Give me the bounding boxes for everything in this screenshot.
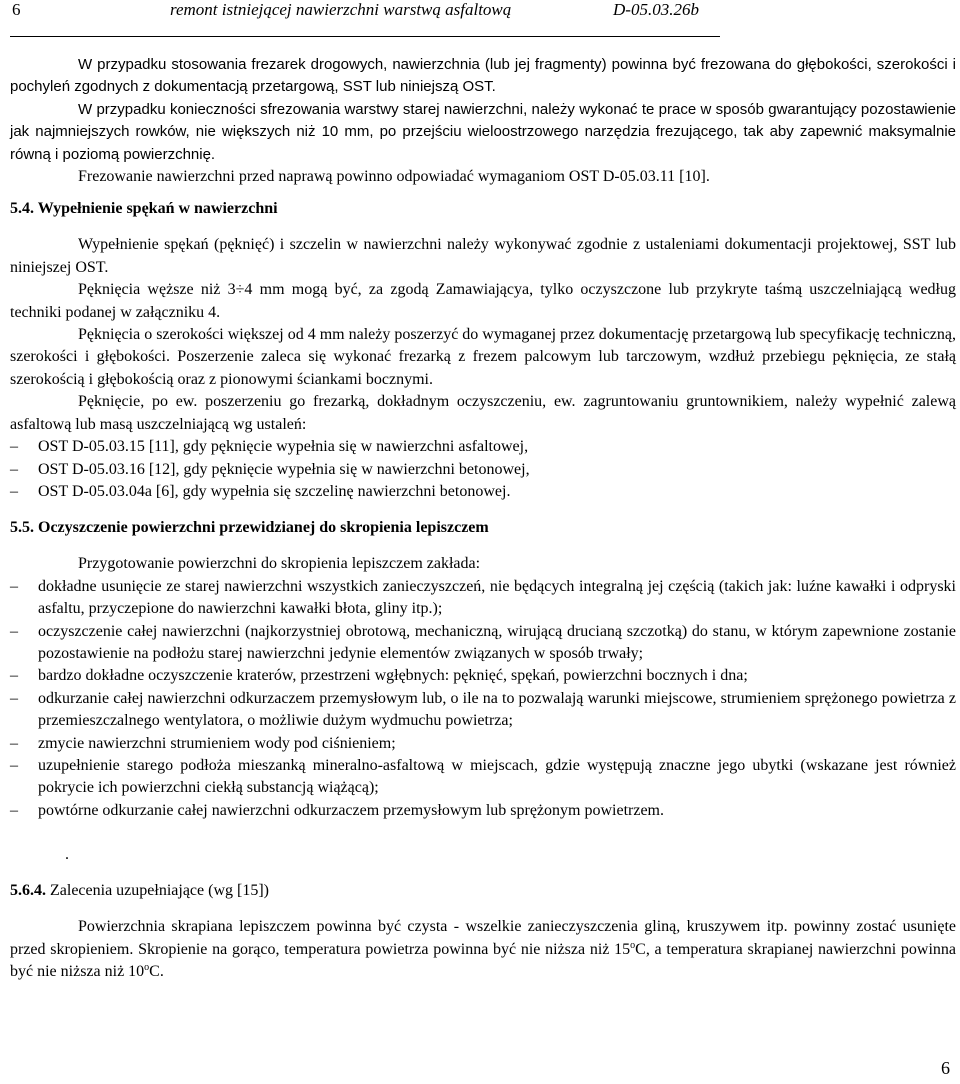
dash-marker: – [10,482,18,500]
section-5-6-4-number: 5.6.4. [10,882,46,900]
section-5-4-paragraph-2: Pęknięcia węższe niż 3÷4 mm mogą być, za zgodą Zamawiającya, tylko oczyszczone lub przykryte taśmą uszczelniającą według techniki podanej w załączniku 4. [10,281,956,321]
list-item: – oczyszczenie całej nawierzchni (najkorzystniej obrotową, mechaniczną, wirującą drucianą szczotką) do stanu, w którym zapewnione zostanie pozostawienie na podłożu starej nawierzchni jedynie elementów związanych w sposób trwały; [10,622,956,662]
list-item: – OST D-05.03.04a [6], gdy wypełnia się szczelinę nawierzchni betonowej. [10,481,956,503]
section-5-6-4-paragraph: Powierzchnia skrapiana lepiszczem powinna być czysta - wszelkie zanieczyszczenia gliną, kruszywem itp. powinny zostać usunięte przed skropieniem. Skropienie na gorąco, temperatura powietrza powinna być nie niższa niż 15$^o$C, a temperatura skrapianej nawierzchni powinna być nie niższa niż 10$^o$C. [10,918,957,980]
section-5-5-paragraph-1: Przygotowanie powierzchni do skropienia lepiszczem zakłada: [78,555,481,573]
intro-paragraph-1: W przypadku stosowania frezarek drogowych, nawierzchnia (lub jej fragmenty) powinna być frezowana do głębokości, szerokości i pochyleń zgodnych z dokumentacją przetargową, SST lub niniejszą OST. [10,56,956,96]
section-5-4-paragraph-3: Pęknięcia o szerokości większej od 4 mm należy poszerzyć do wymaganej przez dokumentację przetargową lub specyfikację techniczną, szerokości i głębokości. Poszerzenie zaleca się wykonać frezarką z frezem palcowym lub tarczowym, wzdłuż przebiegu pęknięcia, ze stałą szerokością i głębokością oraz z pionowymi ściankami bocznymi. [10,326,956,388]
section-5-4-list [10,436,956,503]
temperature-value-1: 15 [614,940,631,958]
section-5-4-paragraph-4: Pęknięcie, po ew. poszerzeniu go frezarką, dokładnym oczyszczeniu, ew. zagruntowaniu gruntownikiem, należy wypełnić zalewą asfaltową lub masą uszczelniającą wg ustaleń: [10,393,956,433]
page-content [10,54,956,983]
dash-marker: – [10,460,18,478]
dash-marker: – [10,438,18,456]
section-5-6-4-title: Zalecenia uzupełniające (wg [15]) [50,882,269,900]
dash-marker: – [10,577,18,595]
header-page-number: 6 [12,0,21,19]
list-item: – uzupełnienie starego podłoża mieszanką mineralno-asfaltową w miejscach, gdzie występują znaczne jego ubytki (wskazane jest również pokrycie ich powierzchni ciekłą substancją wiążącą); [10,756,956,797]
list-item: – OST D-05.03.15 [11], gdy pęknięcie wypełnia się w nawierzchni asfaltowej, [10,436,956,458]
degree-sign: o [630,939,636,951]
section-5-6-4-heading [10,880,956,902]
list-item: – powtórne odkurzanie całej nawierzchni odkurzaczem przemysłowym lub sprężonym powietrzem. [10,800,956,822]
header-spec-code: D-05.03.26b [613,0,699,19]
intro-paragraph-3: Frezowanie nawierzchni przed naprawą powinno odpowiadać wymaganiom OST D-05.03.11 [10]. [78,168,710,186]
dash-marker: – [10,734,18,752]
list-item: – OST D-05.03.16 [12], gdy pęknięcie wypełnia się w nawierzchni betonowej, [10,459,956,481]
temperature-value-2: 10 [128,963,145,980]
dash-marker: – [10,667,18,685]
list-item: – zmycie nawierzchni strumieniem wody pod ciśnieniem; [10,733,956,755]
section-5-4-paragraph-1: Wypełnienie spękań (pęknięć) i szczelin w nawierzchni należy wykonywać zgodnie z ustaleniami dokumentacji projektowej, SST lub niniejszej OST. [10,236,956,276]
section-5-5-list [10,576,956,822]
intro-paragraph-2: W przypadku konieczności sfrezowania warstwy starej nawierzchni, należy wykonać te prace w sposób gwarantujący pozostawienie jak najmniejszych rowków, nie większych niż 10 mm, po przejściu wieloostrzowego narzędzia frezującego, tak aby zapewnić maksymalnie równą i poziomą powierzchnię. [10,100,956,163]
degree-sign: o [144,962,150,973]
dash-marker: – [10,756,18,774]
dash-marker: – [10,801,18,819]
page-header [10,0,720,37]
dash-marker: – [10,622,18,640]
stray-dot: . [65,846,69,864]
list-item: – bardzo dokładne oczyszczenie kraterów, przestrzeni wgłębnych: pęknięć, spękań, powierzchni bocznych i dna; [10,665,956,687]
header-title: remont istniejącej nawierzchni warstwą asfaltową [170,0,512,19]
section-5-5-heading: 5.5. Oczyszczenie powierzchni przewidzianej do skropienia lepiszczem [10,519,489,537]
dash-marker: – [10,689,18,707]
list-item: – odkurzanie całej nawierzchni odkurzaczem przemysłowym lub, o ile na to pozwalają warunki miejscowe, strumieniem sprężonego powietrza z przemieszczalnego wentylatora, o możliwie dużym wydmuchu powietrza; [10,689,956,730]
section-5-4-heading: 5.4. Wypełnienie spękań w nawierzchni [10,200,278,218]
list-item: – dokładne usunięcie ze starej nawierzchni wszystkich zanieczyszczeń, nie będących integralną jej częścią (takich jak: luźne kawałki i odpryski asfaltu, przyczepione do nawierzchni kawałki błota, gliny itp.); [10,577,956,618]
footer-page-number: 6 [941,1058,950,1078]
